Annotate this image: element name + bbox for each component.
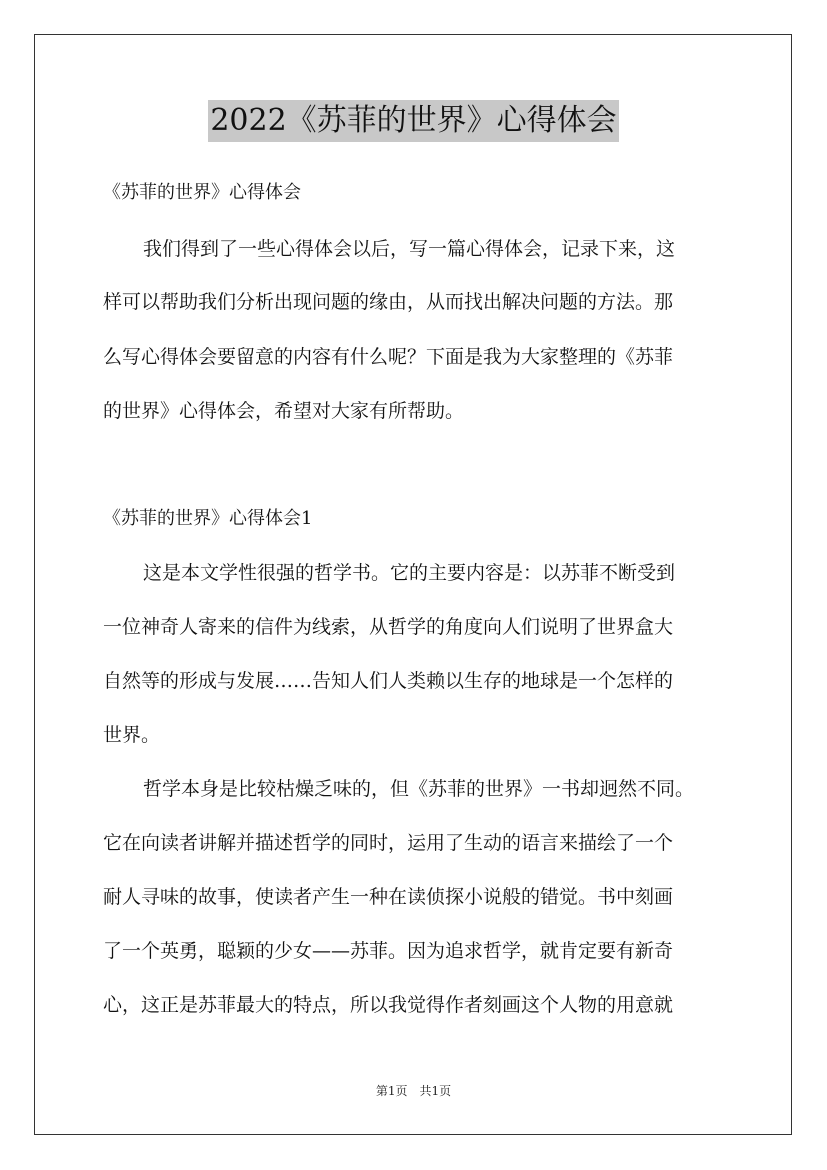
document-subtitle: 《苏菲的世界》心得体会: [103, 182, 301, 203]
intro-line: 么写心得体会要留意的内容有什么呢？下面是我为大家整理的《苏菲: [103, 346, 674, 368]
paragraph-line: 了一个英勇，聪颖的少女——苏菲。因为追求哲学，就肯定要有新奇: [103, 940, 674, 962]
title-container: [0, 100, 827, 142]
paragraph-line: 这是本文学性很强的哲学书。它的主要内容是：以苏菲不断受到: [143, 562, 676, 584]
intro-line: 的世界》心得体会，希望对大家有所帮助。: [103, 400, 465, 422]
paragraph-line: 哲学本身是比较枯燥乏味的，但《苏菲的世界》一书却迥然不同。: [143, 778, 695, 800]
intro-line: 样可以帮助我们分析出现问题的缘由，从而找出解决问题的方法。那: [103, 291, 674, 313]
paragraph-line: 心，这正是苏菲最大的特点，所以我觉得作者刻画这个人物的用意就: [103, 994, 674, 1016]
paragraph-line: 耐人寻味的故事，使读者产生一种在读侦探小说般的错觉。书中刻画: [103, 886, 674, 908]
section-heading: 《苏菲的世界》心得体会1: [103, 508, 313, 529]
page-number: 第1页 共1页: [375, 1084, 452, 1098]
paragraph-line: 一位神奇人寄来的信件为线索，从哲学的角度向人们说明了世界盒大: [103, 616, 674, 638]
intro-line: 我们得到了一些心得体会以后，写一篇心得体会，记录下来，这: [143, 238, 676, 260]
paragraph-line: 它在向读者讲解并描述哲学的同时，运用了生动的语言来描绘了一个: [103, 832, 674, 854]
document-title: 2022《苏菲的世界》心得体会: [208, 100, 618, 142]
paragraph-line: 自然等的形成与发展……告知人们人类赖以生存的地球是一个怎样的: [103, 670, 674, 692]
paragraph-line: 世界。: [103, 724, 161, 746]
